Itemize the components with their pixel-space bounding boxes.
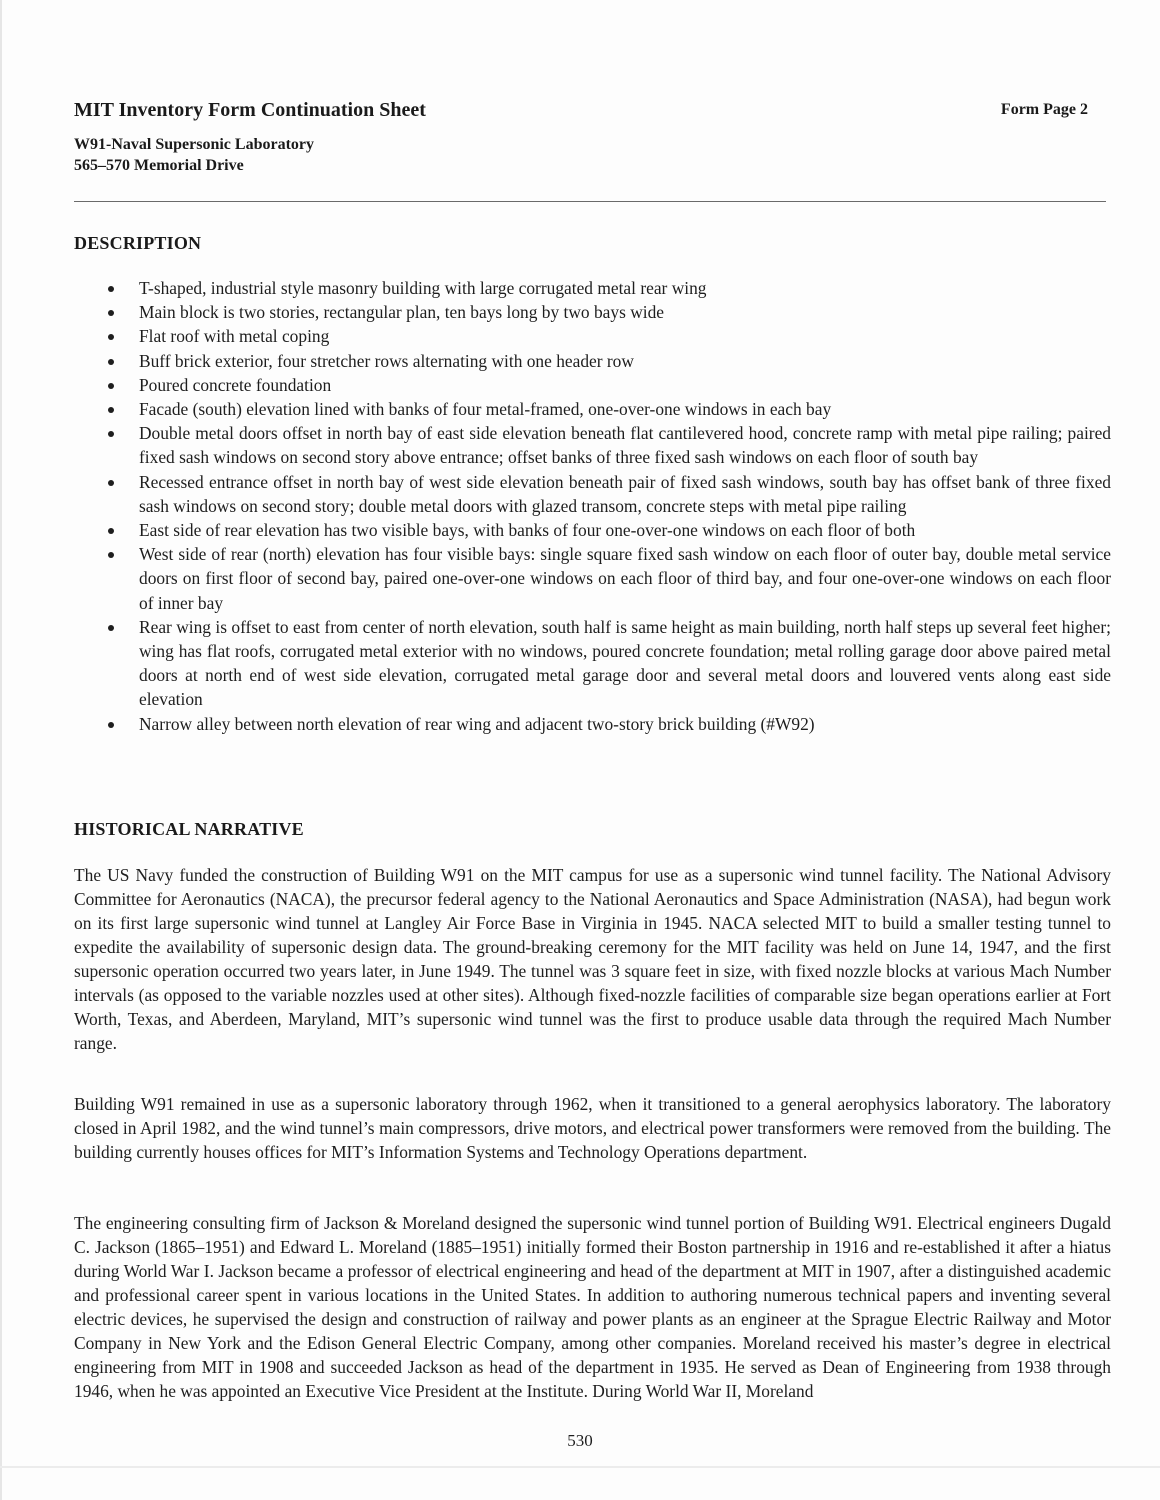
description-item: Flat roof with metal coping: [74, 324, 1111, 348]
bullet-icon: [108, 528, 114, 534]
bullet-icon: [108, 431, 114, 437]
page-number: 530: [567, 1431, 593, 1450]
header-divider: [74, 201, 1106, 202]
bullet-icon: [108, 722, 114, 728]
description-item: Buff brick exterior, four stretcher rows alternating with one header row: [74, 349, 1111, 373]
description-item: Double metal doors offset in north bay of east side elevation beneath flat cantilevered hood, concrete ramp with metal pipe railing; paired fixed sash windows on second story above entrance; offset banks of three fixed sash windows on each floor of south bay: [74, 421, 1111, 469]
bullet-icon: [108, 359, 114, 365]
bullet-icon: [108, 383, 114, 389]
description-item: West side of rear (north) elevation has four visible bays: single square fixed sash window on each floor of outer bay, double metal service doors on first floor of second bay, paired one-over-one windows on each floor of third bay, and four one-over-one windows on each floor of inner bay: [74, 542, 1111, 615]
bullet-icon: [108, 625, 114, 631]
narrative-paragraph: The US Navy funded the construction of Building W91 on the MIT campus for use as a supersonic wind tunnel facility. The National Advisory Committee for Aeronautics (NACA), the precursor federal agency to the National Aeronautics and Space Administration (NASA), had begun work on its first large supersonic wind tunnel at Langley Air Force Base in Virginia in 1945. NACA selected MIT to build a smaller testing tunnel to expedite the availability of supersonic design data. The ground-breaking ceremony for the MIT facility was held on June 14, 1947, and the first supersonic operation occurred two years later, in June 1949. The tunnel was 3 square feet in size, with fixed nozzle blocks at various Mach Number intervals (as opposed to the variable nozzles used at other sites). Although fixed-nozzle facilities of comparable size began operations earlier at Fort Worth, Texas, and Aberdeen, Maryland, MIT’s supersonic wind tunnel was the first to produce usable data through the required Mach Number range.: [74, 865, 1111, 1053]
bullet-icon: [108, 286, 114, 292]
form-page-label: Form Page 2: [1000, 101, 1088, 118]
description-item: Rear wing is offset to east from center of north elevation, south half is same height as main building, north half steps up several feet higher; wing has flat roofs, corrugated metal exterior with no windows, poured concrete foundation; metal rolling garage door above paired metal doors at north end of west side elevation, corrugated metal garage door and several metal doors and louvered vents along east side elevation: [74, 615, 1111, 712]
building-name: W91-Naval Supersonic Laboratory: [74, 136, 314, 153]
description-item: Narrow alley between north elevation of rear wing and adjacent two-story brick building (#W92): [74, 712, 1111, 736]
narrative-paragraph: The engineering consulting firm of Jackson & Moreland designed the supersonic wind tunnel portion of Building W91. Electrical engineers Dugald C. Jackson (1865–1951) and Edward L. Moreland (1885–1951) initially formed their Boston partnership in 1916 and re-established it after a hiatus during World War I. Jackson became a professor of electrical engineering and head of the department at MIT in 1907, after a distinguished academic and professional career spent in various locations in the United States. In addition to authoring numerous technical papers and inventing several electric devices, he supervised the design and construction of railway and power plants as an engineer at the Sprague Electric Railway and Motor Company in New York and the Edison General Electric Company, among other companies. Moreland received his master’s degree in electrical engineering from MIT in 1908 and succeeded Jackson as head of the department in 1935. He served as Dean of Engineering from 1938 through 1946, when he was appointed an Executive Vice President at the Institute. During World War II, Moreland: [74, 1213, 1111, 1401]
description-item: Main block is two stories, rectangular plan, ten bays long by two bays wide: [74, 300, 1111, 324]
property-identification: [74, 134, 314, 176]
form-title: MIT Inventory Form Continuation Sheet: [74, 99, 426, 121]
scan-edge: [0, 0, 2, 1500]
bullet-icon: [108, 552, 114, 558]
description-list: [74, 276, 1111, 736]
bullet-icon: [108, 407, 114, 413]
description-item: Recessed entrance offset in north bay of west side elevation beneath pair of fixed sash windows, south bay has offset bank of three fixed sash windows on second story; double metal doors with glazed transom, concrete steps with metal pipe railing: [74, 470, 1111, 518]
building-address: 565–570 Memorial Drive: [74, 157, 244, 174]
narrative-paragraph: Building W91 remained in use as a supersonic laboratory through 1962, when it transitioned to a general aerophysics laboratory. The laboratory closed in April 1982, and the wind tunnel’s main compressors, drive motors, and electrical power transformers were removed from the building. The building currently houses offices for MIT’s Information Systems and Technology Operations department.: [74, 1094, 1111, 1162]
description-item: Facade (south) elevation lined with banks of four metal-framed, one-over-one windows in each bay: [74, 397, 1111, 421]
bullet-icon: [108, 310, 114, 316]
description-item: T-shaped, industrial style masonry building with large corrugated metal rear wing: [74, 276, 1111, 300]
description-item: East side of rear elevation has two visible bays, with banks of four one-over-one windows on each floor of both: [74, 518, 1111, 542]
description-item: Poured concrete foundation: [74, 373, 1111, 397]
bullet-icon: [108, 334, 114, 340]
bullet-icon: [108, 480, 114, 486]
historical-narrative-heading: HISTORICAL NARRATIVE: [74, 819, 304, 839]
scan-edge: [0, 1466, 1160, 1468]
description-heading: DESCRIPTION: [74, 233, 202, 253]
